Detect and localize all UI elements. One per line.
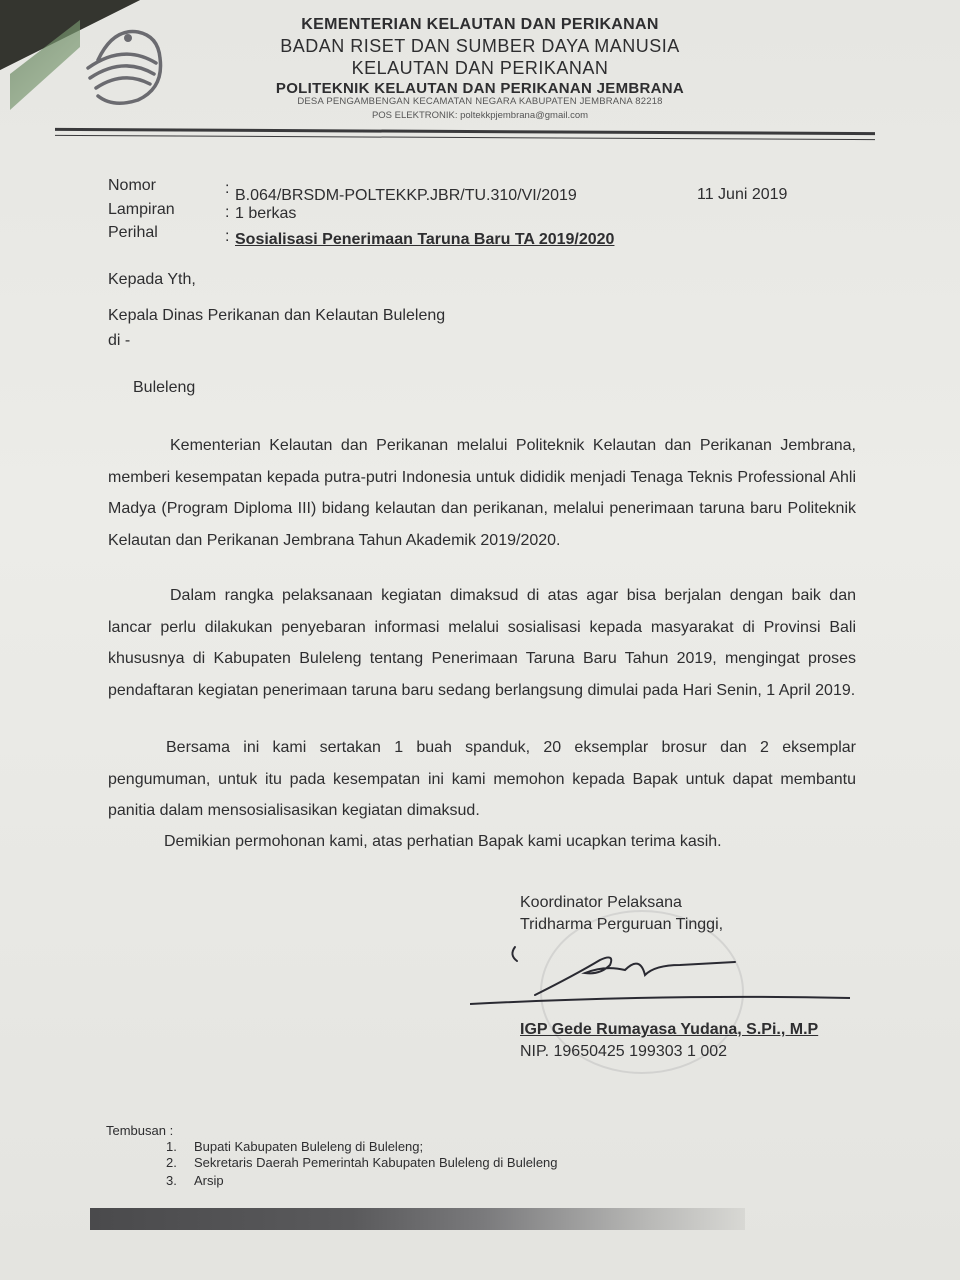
tembusan-label: Tembusan : xyxy=(106,1123,174,1138)
signatory-name: IGP Gede Rumayasa Yudana, S.Pi., M.P xyxy=(520,1021,819,1038)
tembusan-num-2: 2. xyxy=(166,1155,177,1170)
tembusan-num-3: 3. xyxy=(166,1173,177,1188)
tembusan-num-1: 1. xyxy=(166,1139,177,1154)
body-paragraph-3-text: Bersama ini kami sertakan 1 buah spanduk, 20 eksemplar brosur dan 2 eksemplar pengumuman, untuk itu pada kesempatan ini kami memohon kepada Bapak untuk dapat membantu panitia dalam mensosialisasikan kegiatan dimaksud. xyxy=(108,739,856,819)
tembusan-item-2: Sekretaris Daerah Pemerintah Kabupaten Buleleng di Buleleng xyxy=(194,1155,558,1170)
letterhead-institution: POLITEKNIK KELAUTAN DAN PERIKANAN JEMBRANA xyxy=(275,80,685,97)
tembusan-item-3: Arsip xyxy=(194,1173,224,1188)
perihal-label: Perihal xyxy=(108,224,158,241)
letterhead-agency-cont: KELAUTAN DAN PERIKANAN xyxy=(351,58,609,78)
body-paragraph-2 xyxy=(108,580,856,706)
signatory-nip: NIP. 19650425 199303 1 002 xyxy=(520,1043,728,1060)
body-paragraph-4 xyxy=(108,826,856,858)
letterhead-email: POS ELEKTRONIK: poltekkpjembrana@gmail.com xyxy=(371,110,589,121)
letterhead-ministry: KEMENTERIAN KELAUTAN DAN PERIKANAN xyxy=(301,16,659,33)
signatory-title-2: Tridharma Perguruan Tinggi, xyxy=(520,916,724,933)
perihal-value: Sosialisasi Penerimaan Taruna Baru TA 2019/2020 xyxy=(235,231,615,248)
greeting: Kepada Yth, xyxy=(108,271,196,288)
signature-line xyxy=(470,990,860,1012)
perihal-colon: : xyxy=(225,228,230,245)
body-paragraph-1 xyxy=(108,430,856,556)
letterhead-address: DESA PENGAMBENGAN KECAMATAN NEGARA KABUPATEN JEMBRANA 82218 xyxy=(297,96,663,107)
letterhead-agency: BADAN RISET DAN SUMBER DAYA MANUSIA xyxy=(280,36,680,56)
footer-bar xyxy=(90,1208,745,1230)
recipient-name: Kepala Dinas Perikanan dan Kelautan Buleleng xyxy=(108,307,446,324)
recipient-place: Buleleng xyxy=(133,379,196,396)
tembusan-item-1: Bupati Kabupaten Buleleng di Buleleng; xyxy=(194,1139,424,1154)
lampiran-colon: : xyxy=(225,204,230,221)
nomor-colon: : xyxy=(225,180,230,197)
letter-date: 11 Juni 2019 xyxy=(697,186,788,203)
lampiran-label: Lampiran xyxy=(108,201,175,218)
body-paragraph-2-text: Dalam rangka pelaksanaan kegiatan dimaksud di atas agar bisa berjalan dengan baik dan lancar perlu dilakukan penyebaran informasi melalui sosialisasi kepada masyarakat di Provinsi Bali khususnya di Kabupaten Buleleng tentang Penerimaan Taruna Baru Tahun 2019, mengingat proses pendaftaran kegiatan penerimaan taruna baru sedang berlangsung dimulai pada Hari Senin, 1 April 2019. xyxy=(108,587,856,699)
lampiran-value: 1 berkas xyxy=(235,205,297,222)
institution-logo xyxy=(68,18,178,108)
recipient-di: di - xyxy=(108,332,131,349)
body-paragraph-4-text: Demikian permohonan kami, atas perhatian Bapak kami ucapkan terima kasih. xyxy=(164,833,722,850)
signatory-title-1: Koordinator Pelaksana xyxy=(520,894,682,911)
nomor-label: Nomor xyxy=(108,177,157,194)
nomor-value: B.064/BRSDM-POLTEKKP.JBR/TU.310/VI/2019 xyxy=(235,187,577,204)
body-paragraph-3 xyxy=(108,732,856,827)
body-paragraph-1-text: Kementerian Kelautan dan Perikanan melalui Politeknik Kelautan dan Perikanan Jembrana, memberi kesempatan kepada putra-putri Indonesia untuk dididik menjadi Tenaga Teknis Professional Ahli Madya (Program Diploma III) bidang kelautan dan perikanan, melalui penerimaan taruna baru Politeknik Kelautan dan Perikanan Jembrana Tahun Akademik 2019/2020. xyxy=(108,437,856,549)
